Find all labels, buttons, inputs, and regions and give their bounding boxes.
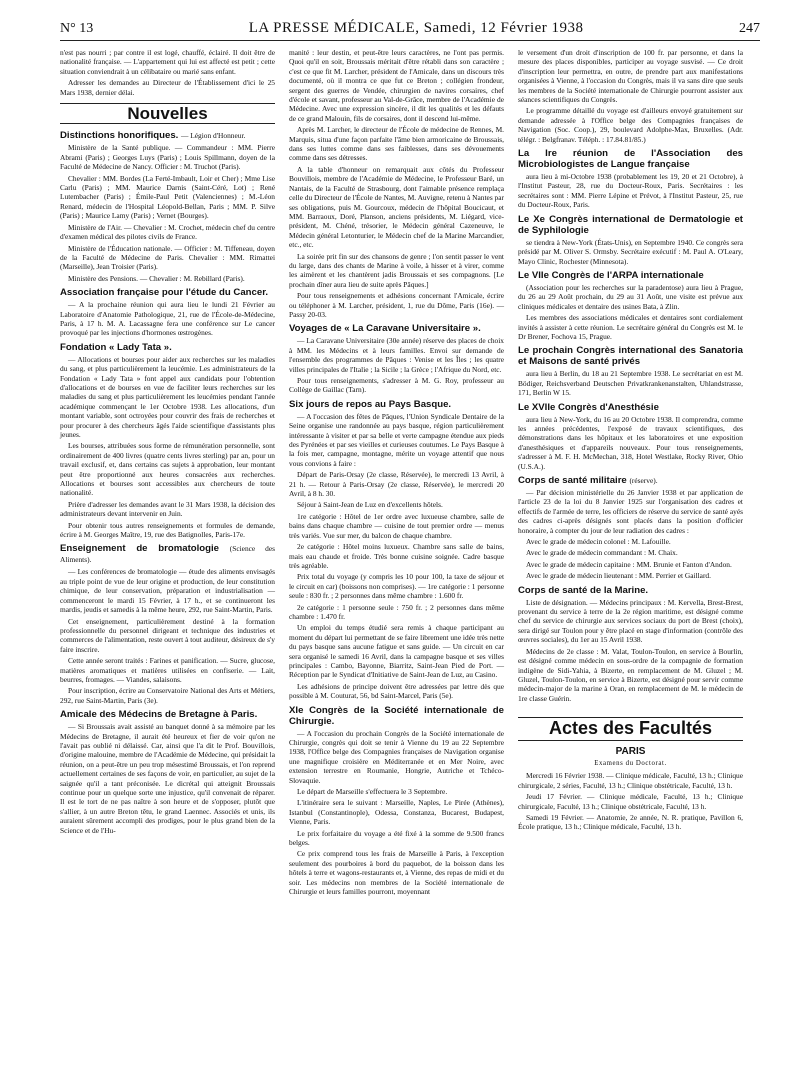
paragraph: Ce prix comprend tous les frais de Marseille à Paris, à l'exception seulement des pourboires à bord du paquebot, de la boisson dans les hôtels à terre et wagons-restaurants et, à Vienne, des repas de midi et du soir. Les médecins non membres de la Société internationale de Chirurgie et leurs familles pourront, moyennant [289, 849, 504, 897]
paragraph: 1re catégorie : Hôtel de 1er ordre avec luxueuse chambre, salle de bains dans chaque chambre — cuisine de tout premier ordre — menus très variés. Vue sur mer, du balcon de chaque chambre. [289, 511, 504, 540]
article-heading [60, 543, 275, 565]
paragraph: Chevalier : MM. Bordes (La Ferté-Imbault, Loir et Cher) ; Mme Lise Carlu (Paris) ; MM. Maurice Darnis (Saint-Céré, Lot) ; René Lutembacher (Paris) ; Émile-Paul Petit (Valenciennes) ; M.-Léon Renard, médecin de l'Hospital Léopold-Bellan, Paris ; MM. P. Silve (Paris) ; Maurice Lamy (Paris) ; Vernet (Bourges). [60, 173, 275, 221]
paragraph: Après M. Larcher, le directeur de l'École de médecine de Rennes, M. Marquis, situa d'une façon parfaite l'âme bien armoricaine de Broussais, dans ses luttes comme dans ses faiblesses, dans ses dévouements comme dans ses détresses. [289, 125, 504, 163]
article-heading: Le Xe Congrès international de Dermatologie et de Syphilologie [518, 213, 743, 236]
heading-text: Enseignement de bromatologie [60, 543, 220, 555]
article-heading: Association française pour l'étude du Cancer. [60, 287, 269, 299]
paragraph: Le prix forfaitaire du voyage a été fixé à la somme de 9.500 francs belges. [289, 828, 504, 848]
article-heading [518, 475, 743, 486]
paragraph: Ministère des Pensions. — Chevalier : M. Rebillard (Paris). [68, 273, 245, 283]
paragraph: La soirée prit fin sur des chansons de genre ; l'on sentit passer le vent du large, dans des chants de Marine à voile, à hisser et à virer, comme les aimèrent et les chantèrent jadis Broussais et ses compagnons. [Le prochain dîner aura lieu de suite après Pâques.] [289, 251, 504, 289]
heading-text: Corps de santé militaire [518, 475, 627, 486]
section-title: Nouvelles [127, 104, 208, 124]
article-heading: Le VIIe Congrès de l'ARPA internationale [518, 269, 704, 281]
section-heading-box [60, 103, 275, 124]
paragraph: Avec le grade de médecin colonel : M. Lafouille. [526, 537, 671, 547]
heading-tail: (réserve). [629, 476, 658, 485]
paragraph: Ministère de l'Air. — Chevalier : M. Crochet, médecin chef du centre d'examen médical des pilotes civils de France. [60, 222, 275, 242]
article-heading [60, 130, 275, 141]
paragraph: Séjour à Saint-Jean de Luz en d'excellents hôtels. [297, 500, 443, 510]
section-title: Actes des Facultés [548, 718, 713, 739]
paragraph: A la table d'honneur on remarquait aux côtés du Professeur Bouvillois, membre de l'Académie de Médecine, le Professeur Baré, un Nantais, de la Faculté de Strasbourg, dont l'aimable présence remplaça celle du Directeur de l'École de Nantes, M. Auvigne, retenu à Nantes par ses obligations, puis M. Gourcoux, médecin de l'hôpital Boucicaut, et MM. Barraoux, Doré, Planson, anciens présidents, M. Liégard, vice-président, M. Chéné, trésorier, le Médecin général Cazeneuve, le Médecin général Letonturier, le Médecin chef de la Marine Marcandier, etc., etc. [289, 164, 504, 250]
article-heading: Fondation « Lady Tata ». [60, 341, 172, 353]
paragraph: — La Caravane Universitaire (30e année) réserve des places de choix à MM. les Médecins et à leurs familles. Envoi sur demande de l'ensemble des programmes de Pâques : Venise et les Îles ; les quatre villes principales de l'Italie ; la Sicile ; la Grèce ; l'Afrique du Nord, etc. [289, 336, 504, 374]
article-heading: Le XVIIe Congrès d'Anesthésie [518, 401, 659, 413]
paragraph: Les membres des associations médicales et dentaires sont cordialement invités à assister à cette réunion. Le secrétaire général du Congrès est M. le Dr Brener, Fochova 15, Prague. [518, 313, 743, 341]
paragraph: — A la prochaine réunion qui aura lieu le lundi 21 Février au Laboratoire d'Anatomie Pathologique, 21, rue de l'École-de-Médecine, Paris, à 17 h. M. A. Lacassagne fera une conférence sur Le cancer provoqué par les injections d'hormones œstrogènes. [60, 300, 275, 338]
paragraph: Pour inscription, écrire au Conservatoire National des Arts et Métiers, 292, rue Saint-Martin, Paris (3e). [60, 686, 275, 705]
heading-text: Distinctions honorifiques. [60, 130, 179, 142]
paragraph: 2e catégorie : Hôtel moins luxueux. Chambre sans salle de bains, mais eau chaude et froide. Très bonne cuisine soignée. Cadre basque très agréable. [289, 542, 504, 570]
paragraph: Jeudi 17 Février. — Clinique médicale, Faculté, 13 h.; Clinique chirurgicale, Faculté, 13 h.; Clinique obstétricale, Faculté, 13 h. [518, 792, 743, 811]
article-heading: XIe Congrès de la Société internationale de Chirurgie. [289, 704, 504, 727]
heading-tail: (Science des Aliments). [60, 544, 275, 565]
paragraph: — Allocations et bourses pour aider aux recherches sur les maladies du sang, et plus particulièrement la leucémie. Les administrateurs de la Fondation « Lady Tata » font appel aux candidats pour l'obtention d'allocations et de bourses en vue de faciliter leurs recherches sur les maladies du sang et plus particulièrement les leucémies pendant l'année académique commençant le 1er Octobre 1938. Les allocations, d'un montant variable, sont octroyées pour couvrir des frais de recherches et pour procurer à des chercheurs âgés l'aide scientifique d'assistants plus jeunes. [60, 354, 275, 439]
paragraph: Liste de désignation. — Médecins principaux : M. Kervella, Brest-Brest, provenant du service à terre de la 2e région maritime, est désigné comme chef du service de chirurgie aux services sociaux du port de Brest (choix), sera dirigé sur Toulon pour y être placé en stage d'information (contrôle des œuvres sociales), du 1er au 15 Avril 1938. [518, 597, 743, 645]
paragraph: — Par décision ministérielle du 26 Janvier 1938 et par application de l'article 23 de la loi du 8 Janvier 1925 sur l'organisation des cadres et effectifs de l'armée de terre, les officiers de réserve du service de santé ayés des cadres ci-après désignés sont placés dans la position d'officier honoraire, à compter du jour de leur radiation des cadres : [518, 488, 743, 535]
faculty-city: PARIS [615, 745, 646, 757]
exam-subheading: Examens du Doctorat. [594, 759, 667, 767]
paragraph: L'itinéraire sera le suivant : Marseille, Naples, Le Pirée (Athènes), Istanbul (Constantinople), Odessa, Constanza, Bucarest, Budapest, Vienne, Paris. [289, 798, 504, 827]
paragraph: Samedi 19 Février. — Anatomie, 2e année, N. R. pratique, Pavillon 6, École pratique, 13 h.; Clinique médicale, Faculté, 13 h. [518, 812, 743, 832]
paragraph: Pour obtenir tous autres renseignements et formules de demande, écrire à M. Georges Maître, 19, rue des Batignolles, Paris-17e. [60, 520, 275, 540]
paragraph: Le programme détaillé du voyage est d'ailleurs envoyé gratuitement sur demande adressée à l'Office belge des Compagnies françaises de Navigation (Soc. Coop.), 29, boulevard Adolphe-Max, Bruxelles. (Adr. télégr. : Belgfranav. Téléph. : 17.84.81/85.) [518, 106, 743, 144]
paragraph: Mercredi 16 Février 1938. — Clinique médicale, Faculté, 13 h.; Clinique chirurgicale, 2 séries, Faculté, 13 h.; Clinique obstétricale, Faculté, 13 h. [518, 771, 743, 790]
column-2 [289, 48, 504, 899]
paragraph: Un emploi du temps étudié sera remis à chaque participant au moment du départ lui permettant de se faire librement une idée très nette du pays basque sans aucune fatigue et sans guide. — Un circuit en car sera organisé le samedi 16 Avril, dans la campagne basque et ses villes principales : Cambo, Bayonne, Biarritz, Saint-Jean Pied de Port. — Réception par le Syndicat d'Initiative de Saint-Jean de Luz, au Casino. [289, 623, 504, 680]
column-1 [60, 48, 275, 837]
paragraph: — Si Broussais avait assisté au banquet donné à sa mémoire par les Médecins de Bretagne, il aurait été heureux et fier de voir qu'on ne l'avait pas oublié ni délaissé. Car, ainsi que l'a dit le Prof. Bouvillois, d'origine malouine, membre de l'Académie de Médecine, qui présidait la réunion, on a peut-être un peu trop mésestimé Broussais, et l'on reprend actuellement certaines de ses façons de voir, en particulier, au sujet de la saignée qu'il a tant préconisée. Le dicrétal qui atteignit Broussais continue pour un quelque sorte une injustice, qu'il convenait de réparer. Il est le tort de ne pas naître à son heure et de s'opposer, plutôt que s'allier, à un autre Breton têtu, le grand Laennec. Associés et unis, ils auraient sûrement accompli des prodiges, pour le plus grand bien de la Science et de l'Hu- [60, 722, 275, 835]
paragraph: Avec le grade de médecin commandant : M. Chaix. [526, 548, 678, 558]
paragraph: se tiendra à New-York (États-Unis), en Septembre 1940. Ce congrès sera présidé par M. Oliver S. Ormsby. Secrétaire exécutif : M. Paul A. O'Leary, Mayo Clinic, Rochester (Minnesota). [518, 237, 743, 266]
column-3 [518, 48, 743, 834]
article-heading: Six jours de repos au Pays Basque. [289, 398, 452, 410]
paragraph: Cette année seront traités : Farines et panification. — Sucre, glucose, matières aromatiques et matières utilisées en confiserie. — Lait, beurres, fromages. — Viandes, salaisons. [60, 656, 275, 684]
journal-title: LA PRESSE MÉDICALE, Samedi, 12 Février 1938 [248, 20, 584, 36]
paragraph: Ministère de la Santé publique. — Commandeur : MM. Pierre Abrami (Paris) ; Georges Luys (Paris) ; Louis Spillmann, doyen de la Faculté de Médecine de Nancy. Officier : M. Truchot (Paris). [60, 143, 275, 172]
paragraph: Médecins de 2e classe : M. Valat, Toulon-Toulon, en service à Bourlin, est désigné comme médecin en sous-ordre de la compagnie de formation indigène de Sidi-Yahia, à Bizerte, en remplacement de M. Gluzel ; M. Gluzel, Toulon-Toulon, en service à Bizerte, est désigné pour servir comme médecin-major de la marine à Oran, en remplacement de M. le médecin de 1re classe Guérin. [518, 646, 743, 703]
heading-tail: — Légion d'Honneur. [181, 131, 246, 141]
paragraph: Cet enseignement, particulièrement destiné à la formation professionnelle du personnel dirigeant et technique des industries et commerces de l'alimentation, reste ouvert à tout auditeur, désireux de s'y faire inscrire. [60, 616, 275, 654]
issue-number: N° 13 [60, 21, 94, 36]
paragraph: Prière d'adresser les demandes avant le 31 Mars 1938, la décision des administrateurs devant intervenir en Juin. [60, 499, 275, 519]
article-heading: Le prochain Congrès international des Sanatoria et Maisons de santé privés [518, 345, 743, 368]
paragraph: Pour tous renseignements et adhésions concernant l'Amicale, écrire ou téléphoner à M. Larcher, président, 1, rue du Dôme, Paris (16e). — Passy 20-03. [289, 291, 504, 319]
article-heading: La Ire réunion de l'Association des Microbiologistes de Langue française [518, 148, 743, 171]
paragraph: le versement d'un droit d'inscription de 100 fr. par personne, et dans la mesure des places disponibles, participer au voyage susvisé. — Ce droit d'inscription leur permettra, en outre, de prendre part aux manifestations organisées à Vienne, à l'occasion du Congrès, mais il va sans dire que seuls les membres de la Société internationale de Chirurgie pourront assister aux séances scientifiques du Congrès. [518, 48, 743, 105]
page-header [60, 20, 760, 42]
article-heading: Corps de santé de la Marine. [518, 584, 649, 596]
paragraph: — A l'occasion du prochain Congrès de la Société internationale de Chirurgie, congrès qui doit se tenir à Vienne du 19 au 22 Septembre 1938, l'Office belge des Compagnies françaises de Navigation organise une magnifique croisière en Méditerranée et en Mer Noire, avec extension terrestre en Roumanie, Hongrie, Autriche et Tchéco-Slovaquie. [289, 728, 504, 785]
paragraph: Pour tous renseignements, s'adresser à M. G. Roy, professeur au Collège de Gaillac (Tarn). [289, 376, 504, 395]
paragraph: n'est pas nourri ; par contre il est logé, chauffé, éclairé. Il doit être de nationalité française. — L'appartement qui lui est affecté est petit ; cette situation conviendrait à un célibataire ou marié sans enfant. [60, 48, 275, 76]
paragraph: — Les conférences de bromatologie — étude des aliments envisagés au triple point de vue de leur origine et production, de leur constitution chimique, de leur conservation, préparation et industrialisation — commenceront le mardi 15 Février, à 17 h., et se continueront les mardis, jeudis et samedis à la même heure, 292, rue Saint-Martin, Paris. [60, 567, 275, 615]
paragraph: Ministère de l'Éducation nationale. — Officier : M. Tiffeneau, doyen de la Faculté de Médecine de Paris. Chevalier : MM. Rimattei (Marseille), Jean Troisier (Paris). [60, 243, 275, 272]
paragraph: — A l'occasion des fêtes de Pâques, l'Union Syndicale Dentaire de la Seine organise une randonnée au pays basque, région particulièrement intéressante à visiter et par sa belle et verte campagne étendue aux pieds des Pyrénées et par ses vieilles et curieuses coutumes. Le Pays Basque à la fois mer, campagne, montagne, mérite un voyage attentif que nous vous convions à faire : [289, 411, 504, 468]
paragraph: Avec le grade de médecin lieutenant : MM. Perrier et Gaillard. [526, 571, 711, 581]
paragraph: Prix total du voyage (y compris les 10 pour 100, la taxe de séjour et le circuit en car) (boissons non comprises). — 1re catégorie : 1 personne seule : 830 fr. ; 2 personnes dans même chambre : 1.600 fr. [289, 572, 504, 601]
paragraph: Départ de Paris-Orsay (2e classe, Réservée), le mercredi 13 Avril, à 21 h. — Retour à Paris-Orsay (2e classe, Réservée), le mercredi 20 Avril, à 8 h. 30. [289, 470, 504, 499]
page-number: 247 [738, 21, 760, 36]
section-heading-box [518, 717, 743, 740]
paragraph: Avec le grade de médecin capitaine : MM. Brunie et Fanton d'Andon. [526, 559, 732, 569]
paragraph: aura lieu à Berlin, du 18 au 21 Septembre 1938. Le secrétariat en est M. Bödiger, Reichsverband Deutschen Privatkrankenanstalten, Uhlandstrasse, 171, Berlin W 15. [518, 369, 743, 398]
header-rule [60, 40, 760, 41]
article-heading: Voyages de « La Caravane Universitaire ». [289, 323, 481, 335]
article-heading: Amicale des Médecins de Bretagne à Paris. [60, 709, 258, 721]
paragraph: Adresser les demandes au Directeur de l'Établissement d'ici le 25 Mars 1938, dernier délai. [60, 78, 275, 97]
paragraph: (Association pour les recherches sur la paradentose) aura lieu à Prague, du 26 au 29 Août prochain, du 29 au 31 Août, une visite est prévue aux cliniques médicales et dentaire des usines Bata, à Zlin. [518, 282, 743, 311]
paragraph: Les bourses, attribuées sous forme de rémunération personnelle, sont ordinairement de 400 livres (quatre cents livres sterling) par an, pour un travail exclusif, et, dans certains cas sujets à approbation, leur montant peut être proportionné aux heures consacrées aux recherches. Allocations et bourses sont accessibles aux chercheurs de toute nationalité. [60, 441, 275, 498]
paragraph: aura lieu à mi-Octobre 1938 (probablement les 19, 20 et 21 Octobre), à l'Institut Pasteur, 28, rue du Docteur-Roux, Paris. Secrétaires : les secrétaires sont : MM. Pierre Lépine et Prévot, à l'Institut Pasteur, 25, rue du Docteur-Roux, Paris. [518, 172, 743, 210]
paragraph: Le départ de Marseille s'effectuera le 3 Septembre. [297, 787, 448, 797]
paragraph: 2e catégorie : 1 personne seule : 750 fr. ; 2 personnes dans même chambre : 1.470 fr. [289, 602, 504, 621]
paragraph: Les adhésions de principe doivent être adressées par lettre dès que possible à M. Couturat, 56, bd Saint-Marcel, Paris (5e). [289, 681, 504, 701]
paragraph: manité : leur destin, et peut-être leurs caractères, ne l'ont pas permis. Quoi qu'il en soit, Broussais méritait d'être rétabli dans son caractère ; c'est ce que fit M. Larcher, président de l'Amicale, dans un discours très documenté, où il montra ce que fut ce Breton ; collégien frondeur, sergent des guerres de Vendée, chirurgien de navires corsaires, chef d'école et savant, professeur au Val-de-Grâce, membre de l'Académie de Médecine. Avec une expression sincère, il dit les qualités et les défauts de ce grand Malouin, fils de corsaires, dont il descend lui-même. [289, 48, 504, 123]
paragraph: aura lieu à New-York, du 16 au 20 Octobre 1938. Il comprendra, comme les années précédentes, l'exposé de travaux scientifiques, des démonstrations dans les hôpitaux et les laboratoires et une exposition d'anesthésiques et d'appareils nouveaux. Pour tous renseignements, s'adresser à M. F. H. McMechan, 318, Hotel Westlake, Rocky River, Ohio (U.S.A.). [518, 414, 743, 471]
